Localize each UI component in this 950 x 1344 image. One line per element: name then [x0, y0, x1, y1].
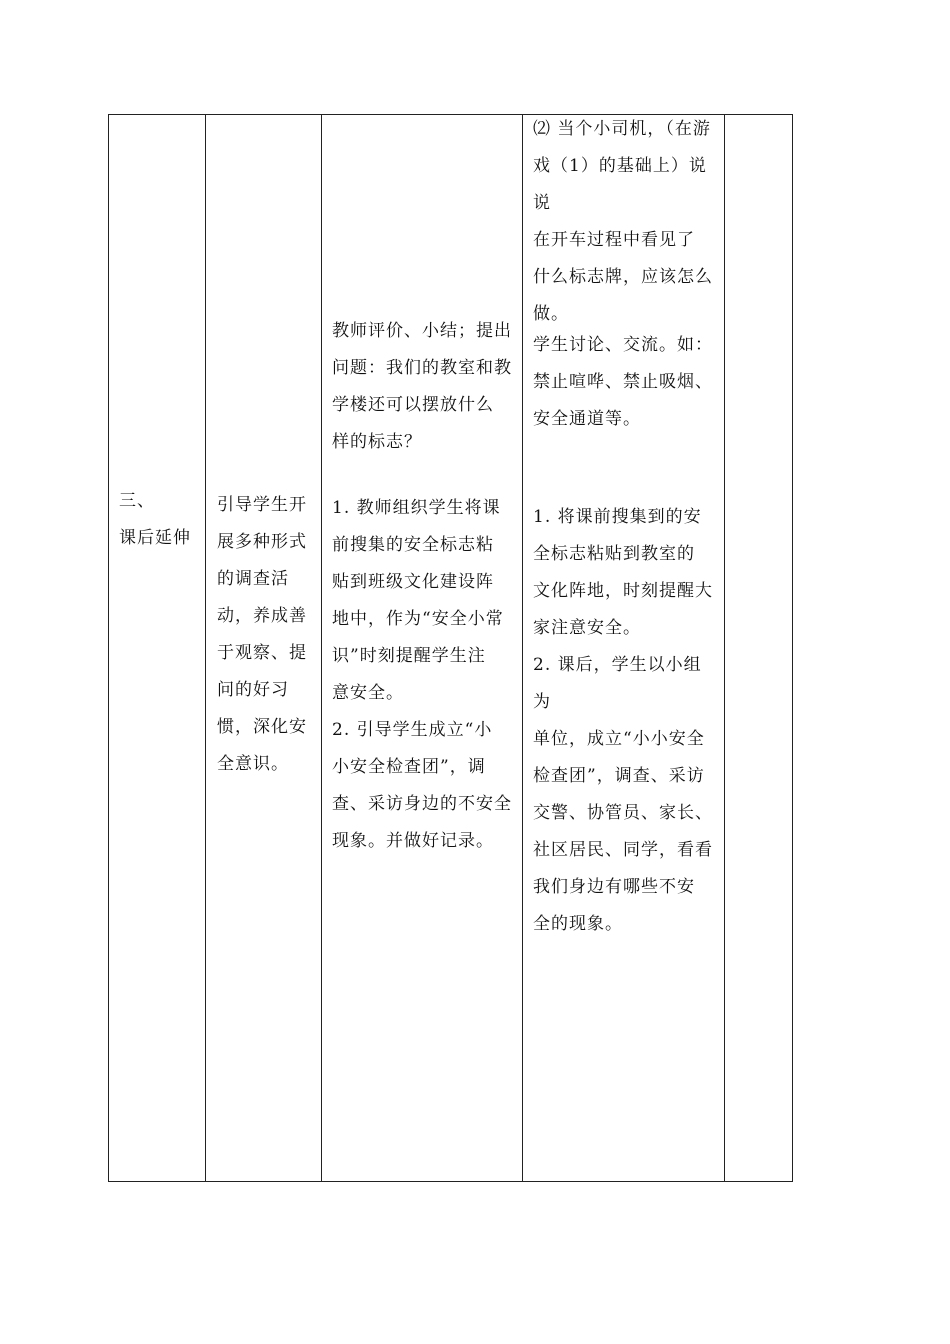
student-discussion-text — [533, 327, 717, 438]
teacher-organization-text — [332, 490, 512, 860]
stage-line: 课后延伸 — [119, 528, 191, 548]
student-line: ⑵ 当个小司机，（在游 — [533, 119, 711, 139]
student-line: 禁止喧哗、禁止吸烟、 — [533, 372, 713, 392]
student-line: 全标志粘贴到教室的 — [533, 544, 695, 564]
teacher-line: 贴到班级文化建设阵 — [332, 572, 494, 592]
stage-cell — [119, 483, 199, 557]
goal-line: 的调查活 — [217, 569, 289, 589]
teacher-line: 2. 引导学生成立“小 — [332, 720, 493, 740]
goal-cell — [217, 487, 315, 783]
student-line: 什么标志牌，应该怎么 — [533, 267, 713, 287]
teacher-line: 现象。并做好记录。 — [332, 831, 494, 851]
teacher-evaluation-text — [332, 313, 512, 461]
teacher-line: 小安全检查团”，调 — [332, 757, 486, 777]
goal-line: 于观察、提 — [217, 643, 307, 663]
student-followup-text — [533, 499, 717, 943]
student-line: 家注意安全。 — [533, 618, 641, 638]
student-line: 2. 课后，学生以小组为 — [533, 655, 702, 712]
teacher-line: 教师评价、小结；提出 — [332, 321, 512, 341]
teacher-line: 问题：我们的教室和教 — [332, 358, 512, 378]
teacher-line: 学楼还可以摆放什么 — [332, 395, 494, 415]
goal-line: 引导学生开 — [217, 495, 307, 515]
teacher-line: 前搜集的安全标志粘 — [332, 535, 494, 555]
goal-line: 惯，深化安 — [217, 717, 307, 737]
student-line: 我们身边有哪些不安 — [533, 877, 695, 897]
student-line: 检查团”，调查、采访 — [533, 766, 705, 786]
student-activity-column — [522, 115, 724, 1181]
goal-line: 全意识。 — [217, 754, 289, 774]
goal-line: 动，养成善 — [217, 606, 307, 626]
goal-column — [205, 115, 321, 1181]
teacher-line: 意安全。 — [332, 683, 404, 703]
notes-column — [724, 115, 794, 1181]
goal-line: 展多种形式 — [217, 532, 307, 552]
student-line: 安全通道等。 — [533, 409, 641, 429]
teacher-line: 地中，作为“安全小常 — [332, 609, 504, 629]
student-line: 做。 — [533, 304, 569, 324]
student-line: 在开车过程中看见了 — [533, 230, 695, 250]
student-line: 单位，成立“小小安全 — [533, 729, 705, 749]
lesson-plan-table — [108, 114, 793, 1182]
student-line: 文化阵地，时刻提醒大 — [533, 581, 713, 601]
teacher-line: 查、采访身边的不安全 — [332, 794, 512, 814]
stage-line: 三、 — [119, 491, 155, 511]
teacher-line: 样的标志？ — [332, 432, 422, 452]
stage-column — [109, 115, 205, 1181]
teacher-activity-column — [321, 115, 522, 1181]
teacher-line: 识”时刻提醒学生注 — [332, 646, 486, 666]
teacher-line: 1. 教师组织学生将课 — [332, 498, 501, 518]
goal-line: 问的好习 — [217, 680, 289, 700]
student-line: 学生讨论、交流。如： — [533, 335, 713, 355]
student-line: 1. 将课前搜集到的安 — [533, 507, 702, 527]
student-line: 交警、协管员、家长、 — [533, 803, 713, 823]
student-driver-game-text — [533, 111, 717, 333]
student-line: 全的现象。 — [533, 914, 623, 934]
student-line: 戏（1）的基础上）说说 — [533, 156, 707, 213]
student-line: 社区居民、同学，看看 — [533, 840, 713, 860]
